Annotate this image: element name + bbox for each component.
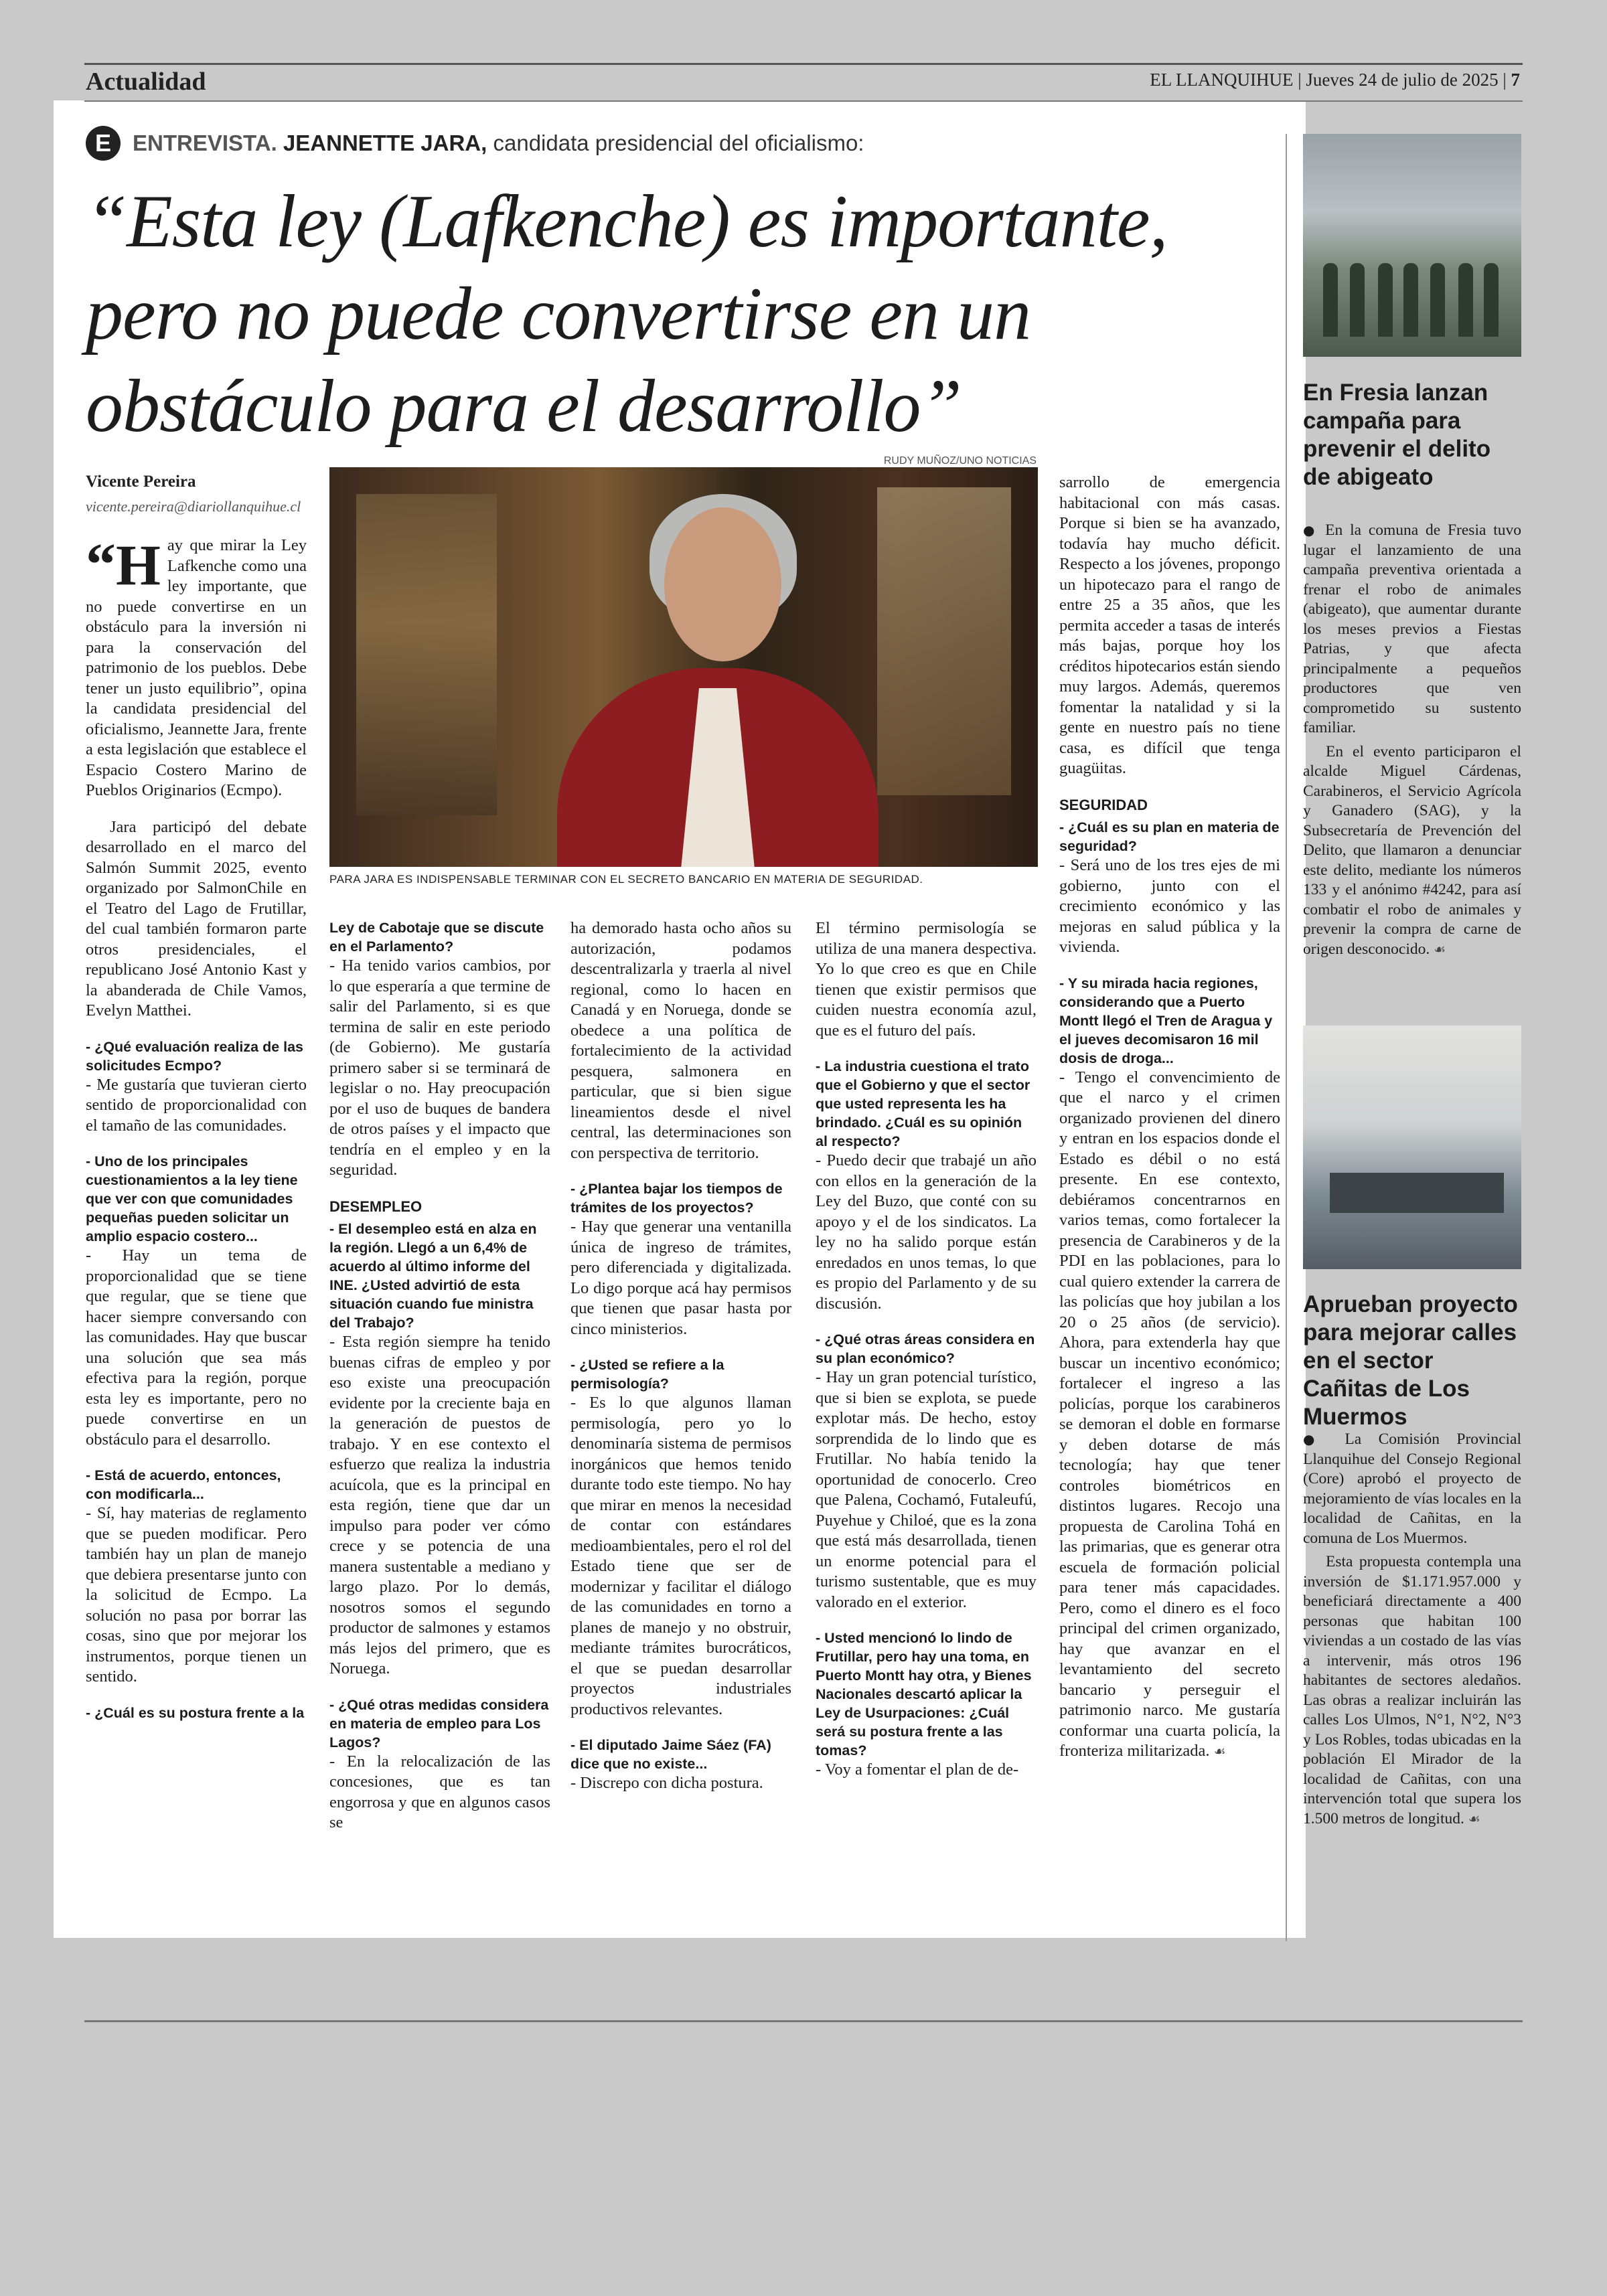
author-name: Vicente Pereira	[86, 473, 196, 491]
subhead-desempleo: DESEMPLEO	[329, 1198, 423, 1215]
byline	[86, 473, 301, 515]
end-mark-icon: ☙	[1434, 940, 1446, 957]
issue-date: Jueves 24 de julio de 2025	[1306, 70, 1499, 90]
article-column-5	[1059, 473, 1280, 1778]
bullet-icon: ●	[1303, 1431, 1328, 1447]
footer-rule	[84, 2020, 1523, 2022]
lead-paragraph: ay que mirar la Ley Lafkenche como una ley importante, que no puede convertirse en un obstáculo para la inversión ni para la conservación del patrimonio de los pueblos. Debe tener un justo equilibrio”, opina la candidata presidencial del oficialismo, Jeannette Jara, frente a esta legislación que establece el Espacio Costero Marino de Pueblos Originarios (Ecmpo).	[86, 536, 307, 799]
answer: ha demorado hasta ocho años su autorización, podamos descentralizarla y traerla al nivel regional, como lo hacen en Canadá y en Noruega, donde se obedece a una política de fortalecimiento de la actividad pesquera, salmonera en particular, que si bien sigue lineamientos desde el nivel central, las determinaciones son con perspectiva de territorio.	[570, 919, 791, 1162]
masthead-name: EL LLANQUIHUE	[1150, 70, 1294, 90]
answer: - Tengo el convencimiento de que el narco y el crimen organizado provienen del dinero y entran en los espacios donde el Estado es débil o no está presente. En ese contexto, debiéramos concentrarnos en varios temas, como fortalecer la presencia de Carabineros y de la PDI en las poblaciones, para lo cual quiero extender la carrera de las policías que hoy jubilan a los 20 o 25 años (de servicio). Ahora, para extenderla hay que buscar un incentivo económico; fortalecer el ingreso a las policías, porque los carabineros se demoran el doble en formarse y deben dotarse de más tecnología; hay que tener controles biométricos en distintos lugares. Recojo una propuesta de Carolina Tohá en las primarias, que es generar otra escuela de formación policial para tener más capacidades. Pero, como el dinero es el foco principal del crimen organizado, hay que avanzar en el levantamiento del secreto bancario y perseguir el patrimonio narco. Me gustaría conformar una cuarta policía, la fronteriza militarizada. ☙	[1059, 1068, 1280, 1760]
page-number: 7	[1511, 70, 1520, 90]
question: - ¿Usted se refiere a la permisología?	[570, 1357, 724, 1392]
answer: - Será uno de los tres ejes de mi gobierno, junto con el crecimiento económico y las mejoras en salud pública y la vivienda.	[1059, 856, 1280, 956]
answer: - Discrepo con dicha postura.	[570, 1774, 763, 1792]
sidebar-photo-core-meeting	[1303, 1026, 1521, 1269]
answer: - Hay un tema de proporcionalidad que se tiene que regular, que se tiene que hacer siempre conversando con las comunidades. Hay que buscar una solución que sea más efectiva para la región, porque esta ley es importante, pero no puede convertirse en un obstáculo para el desarrollo.	[86, 1246, 307, 1449]
question: - El desempleo está en alza en la región. Llegó a un 6,4% de acuerdo al último informe del INE. ¿Usted advirtió de esta situación cuando fue ministra del Trabajo?	[329, 1221, 537, 1331]
answer: - Esta región siempre ha tenido buenas cifras de empleo y por eso existe una preocupación evidente por la creciente baja en la generación de puestos de trabajo. Y en ese contexto el esfuerzo que realiza la industria acuícola, que es la principal en esta región, tiene que dar un impulso para poder ver cómo crece y se potencia de una manera sustentable a mediano y largo plazo. Por lo demás, nosotros somos el segundo productor de salmones y estamos más lejos del primero, que es Noruega.	[329, 1333, 550, 1677]
column-divider	[1286, 134, 1287, 1941]
question: - Uno de los principales cuestionamientos a la ley tiene que ver con que comunidades pequeñas pueden solicitar un amplio espacio costero...	[86, 1153, 298, 1244]
article-headline: “Esta ley (Lafkenche) es importante, pero no puede convertirse en un obstáculo para el desarrollo”	[86, 180, 1168, 448]
article-column-4	[816, 918, 1037, 1797]
sidebar-headline-1: En Fresia lanzan campaña para prevenir el delito de abigeato	[1303, 380, 1491, 490]
answer: El término permisología se utiliza de una manera despectiva. Yo lo que creo es que en Chile tienen que existir permisos que cuiden nuestra economía azul, que es el futuro del país.	[816, 919, 1037, 1040]
question: - ¿Cuál es su plan en materia de seguridad?	[1059, 819, 1280, 854]
photo-credit: RUDY MUÑOZ/UNO NOTICIAS	[883, 455, 1037, 467]
header-rule	[84, 100, 1523, 102]
sidebar-headline-2: Aprueban proyecto para mejorar calles en el sector Cañitas de Los Muermos	[1303, 1291, 1518, 1430]
sidebar-photo-fresia	[1303, 134, 1521, 357]
end-mark-icon: ☙	[1213, 1743, 1226, 1759]
section-title: Actualidad	[86, 68, 206, 96]
article-kicker	[86, 126, 864, 161]
interview-photo	[329, 467, 1038, 867]
question: Ley de Cabotaje que se discute en el Parlamento?	[329, 920, 544, 955]
question: - ¿Qué otras áreas considera en su plan económico?	[816, 1331, 1035, 1366]
kicker-desc: candidata presidencial del oficialismo:	[493, 131, 864, 155]
subhead-seguridad: SEGURIDAD	[1059, 796, 1148, 813]
kicker-label: ENTREVISTA.	[133, 131, 277, 155]
article-column-1	[86, 531, 307, 1722]
question: - Está de acuerdo, entonces, con modificarla...	[86, 1467, 281, 1502]
photo-caption: PARA JARA ES INDISPENSABLE TERMINAR CON EL SECRETO BANCARIO EN MATERIA DE SEGURIDAD.	[329, 873, 923, 886]
answer: - Me gustaría que tuvieran cierto sentido de proporcionalidad con el tamaño de las comunidades.	[86, 1075, 307, 1135]
question: - La industria cuestiona el trato que el Gobierno y que el sector que usted representa les ha brindado. ¿Cuál es su opinión al respecto?	[816, 1058, 1030, 1149]
paragraph: Jara participó del debate desarrollado en el marco del Salmón Summit 2025, evento organizado por SalmonChile en el Teatro del Lago de Frutillar, del cual también formaron parte otros presidenciales, el republicano José Antonio Kast y la abanderada de Chile Vamos, Evelyn Matthei.	[86, 817, 307, 1019]
question: - ¿Plantea bajar los tiempos de trámites de los proyectos?	[570, 1181, 783, 1216]
answer: - En la relocalización de las concesiones, que es tan engorrosa y que en algunos casos se	[329, 1752, 550, 1831]
answer: - Puedo decir que trabajé un año con ellos en la generación de la Ley del Buzo, que conté con su apoyo y el de los sindicatos. La ley no ha salido porque están enredados en unos temas, lo que es propio del Parlamento y de su discusión.	[816, 1151, 1037, 1313]
article-column-2	[329, 918, 550, 1850]
kicker-name: JEANNETTE JARA,	[283, 131, 487, 155]
answer: - Es lo que algunos llaman permisología, pero yo lo denominaría sistema de permisos inorgánicos que hemos tenido durante todo este tiempo. No hay que mirar en menos la necesidad de contar con estándares medioambientales, pero el rol del Estado tiene que ser de modernizar y facilitar el diálogo de las comunidades en torno a planes de manejo y no obstruir, mediante trámites burocráticos, el que se puedan desarrollar proyectos industriales productivos relevantes.	[570, 1394, 791, 1718]
answer: - Hay un gran potencial turístico, que si bien se explota, se puede explotar más. De hecho, estoy sorprendida de lo lindo que es Frutillar. No había tenido la oportunidad de conocerlo. Creo que Palena, Cochamó, Futaleufú, Puyehue y Chiloé, que es la zona que está más desarrollada, tienen un enorme potencial para el turismo sustentable, que es muy valorado en el exterior.	[816, 1368, 1037, 1611]
sidebar-text-2: ● La Comisión Provincial Llanquihue del Consejo Regional (Core) aprobó el proyecto de mejoramiento de vías locales en la localidad de Cañitas, en la comuna de Los Muermos. Esta propuesta contempla una inversión de $1.171.957.000 y beneficiará directamente a 400 personas que habitan 100 viviendas a un costado de las vías a intervenir, más otros 196 habitantes de sectores aledaños. Las obras a realizar incluirán las calles Los Ulmos, N°1, N°2, N°3 y Los Robles, todas ubicadas en la población El Mirador de la localidad de Cañitas, con una intervención total que supera los 1.500 metros de longitud. ☙	[1303, 1430, 1521, 1827]
question: - ¿Qué otras medidas considera en materia de empleo para Los Lagos?	[329, 1696, 549, 1750]
answer: - Ha tenido varios cambios, por lo que esperaría a que termine de salir del Parlamento, si es que termina de salir en este periodo (de Gobierno). Me gustaría primero saber si se terminará de legislar o no. Hay preocupación por el uso de buques de bandera de otros países y el impacto que tendría en el empleo y en la seguridad.	[329, 957, 550, 1179]
end-mark-icon: ☙	[1468, 1810, 1480, 1827]
question: - Usted mencionó lo lindo de Frutillar, pero hay una toma, en Puerto Montt hay otra, y Bienes Nacionales descartó aplicar la Ley de Usurpaciones: ¿Cuál será su postura frente a las tomas?	[816, 1630, 1032, 1758]
bullet-icon: ●	[1303, 522, 1318, 538]
masthead: EL LLANQUIHUE | Jueves 24 de julio de 2025 | 7	[1150, 70, 1520, 90]
answer: sarrollo de emergencia habitacional con más casas. Porque si bien se ha avanzado, todavía hay mucho déficit. Respecto a los jóvenes, propongo un hipotecazo para el rango de entre 25 a 35 años, que les permita acceder a tasas de interés más bajas, porque hoy los créditos hipotecarios están siendo muy largos. Además, queremos fomentar la natalidad y si la gente en nuestro país no tiene casa, es difícil que tenga guagüitas.	[1059, 473, 1280, 777]
question: - ¿Cuál es su postura frente a la	[86, 1704, 305, 1721]
answer: - Sí, hay materias de reglamento que se pueden modificar. Pero también hay un plan de manejo que debiera presentarse junto con la solicitud de Ecmpo. La solución no pasa por borrar las cosas, sino que por mejorar los instrumentos, porque tienen un sentido.	[86, 1504, 307, 1686]
author-email: vicente.pereira@diariollanquihue.cl	[86, 498, 301, 515]
drop-cap: “H	[86, 531, 161, 598]
question: - ¿Qué evaluación realiza de las solicitudes Ecmpo?	[86, 1038, 304, 1074]
answer: - Voy a fomentar el plan de de-	[816, 1760, 1019, 1779]
article-column-3	[570, 918, 791, 1810]
sidebar-text-1: ● En la comuna de Fresia tuvo lugar el lanzamiento de una campaña preventiva orientada a frenar el robo de animales (abigeato), que aumentar durante los meses previos a Fiestas Patrias, y que afecta principalmente a pequeños productores que ven comprometido su sustento familiar. En el evento participaron el alcalde Miguel Cárdenas, Carabineros, el Servicio Agrícola y Ganadero (SAG), y la Subsecretaría de Prevención del Delito, que llamaron a denunciar este delito, mediante los números 133 y el anónimo #4242, para así combatir el robo de animales y prevenir la compra de carne de origen desconocido. ☙	[1303, 521, 1521, 958]
question: - Y su mirada hacia regiones, considerando que a Puerto Montt llegó el Tren de Aragua y el jueves decomisaron 16 mil dosis de droga...	[1059, 975, 1273, 1066]
answer: - Hay que generar una ventanilla única de ingreso de trámites, pero diferenciada y digitalizada. Lo digo porque acá hay permisos que tienen que pasar hasta por cinco ministerios.	[570, 1218, 791, 1338]
header-top-rule	[84, 63, 1523, 65]
question: - El diputado Jaime Sáez (FA) dice que no existe...	[570, 1737, 771, 1772]
interview-badge-icon: E	[86, 126, 121, 161]
